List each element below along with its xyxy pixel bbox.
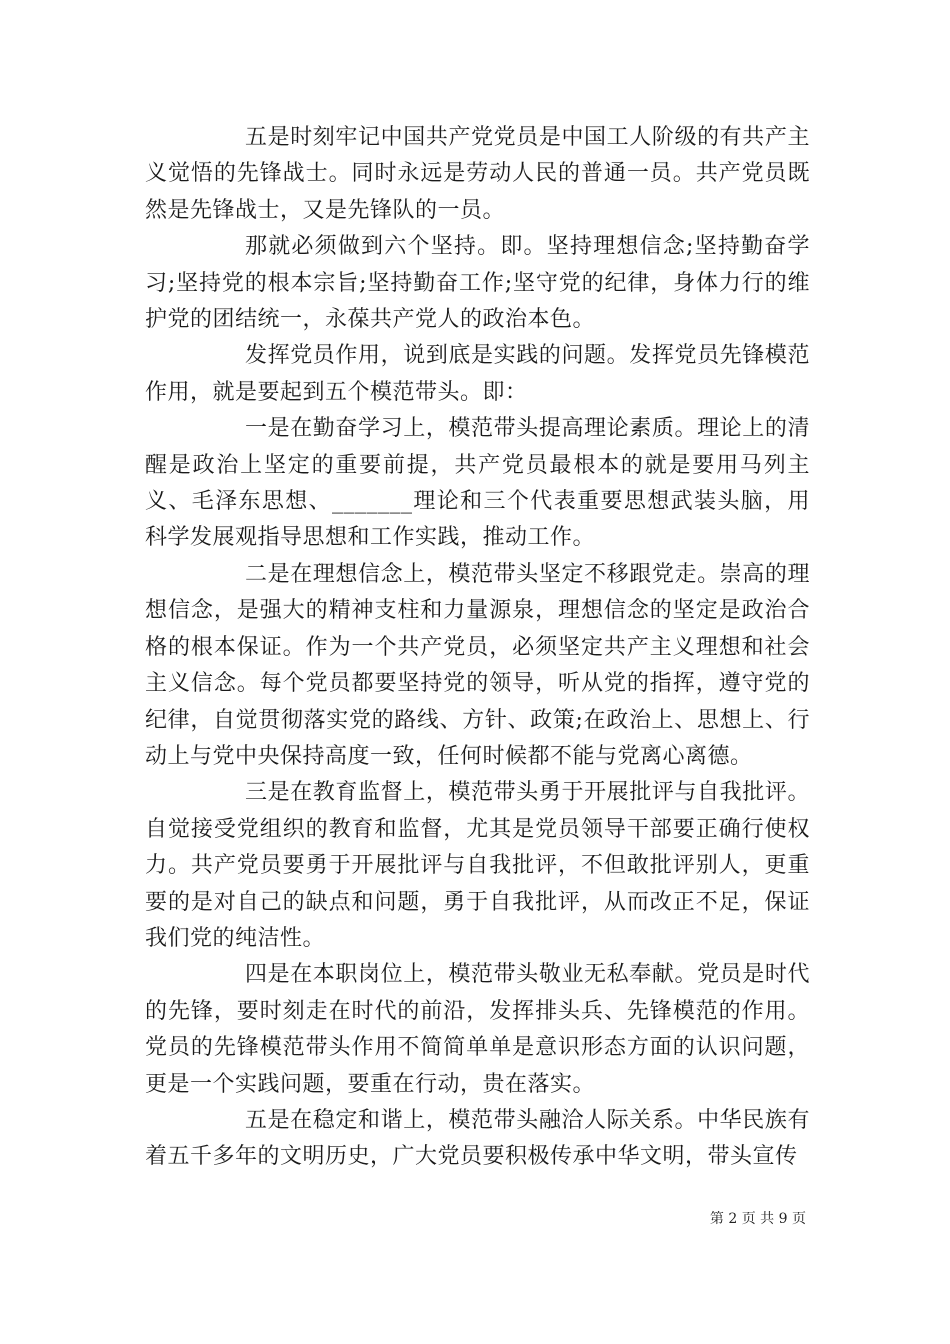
paragraph-1: 五是时刻牢记中国共产党党员是中国工人阶级的有共产主义觉悟的先锋战士。同时永远是劳动人民的普通一员。共产党员既然是先锋战士，又是先锋队的一员。 [145,125,810,223]
paragraph-3: 发挥党员作用，说到底是实践的问题。发挥党员先锋模范作用，就是要起到五个模范带头。即： [145,343,810,405]
paragraph-8: 五是在稳定和谐上，模范带头融洽人际关系。中华民族有着五千多年的文明历史，广大党员要积极传承中华文明，带头宣传 [145,1107,810,1170]
paragraph-6: 三是在教育监督上，模范带头勇于开展批评与自我批评。自觉接受党组织的教育和监督，尤其是党员领导干部要正确行使权力。共产党员要勇于开展批评与自我批评，不但敢批评别人，更重要的是对自己的缺点和问题，勇于自我批评，从而改正不足，保证我们党的纯洁性。 [145,780,810,951]
paragraph-4: 一是在勤奋学习上，模范带头提高理论素质。理论上的清醒是政治上坚定的重要前提，共产党员最根本的就是要用马列主义、毛泽东思想、_______理论和三个代表重要思想武装头脑，用科学发展观指导思想和工作实践，推动工作。 [145,416,810,551]
paragraph-2: 那就必须做到六个坚持。即。坚持理想信念;坚持勤奋学习;坚持党的根本宗旨;坚持勤奋工作;坚守党的纪律，身体力行的维护党的团结统一，永葆共产党人的政治本色。 [145,234,810,333]
paragraph-5: 二是在理想信念上，模范带头坚定不移跟党走。崇高的理想信念，是强大的精神支柱和力量源泉，理想信念的坚定是政治合格的根本保证。作为一个共产党员，必须坚定共产主义理想和社会主义信念。每个党员都要坚持党的领导，听从党的指挥，遵守党的纪律，自觉贯彻落实党的路线、方针、政策;在政治上、思想上、行动上与党中央保持高度一致，任何时候都不能与党离心离德。 [145,561,810,769]
document-body [145,120,810,1176]
paragraph-7: 四是在本职岗位上，模范带头敬业无私奉献。党员是时代的先锋，要时刻走在时代的前沿，发挥排头兵、先锋模范的作用。党员的先锋模范带头作用不简简单单是意识形态方面的认识问题，更是一个实践问题，要重在行动，贵在落实。 [145,962,810,1097]
page-number-footer: 第 2 页 共 9 页 [709,1211,806,1227]
